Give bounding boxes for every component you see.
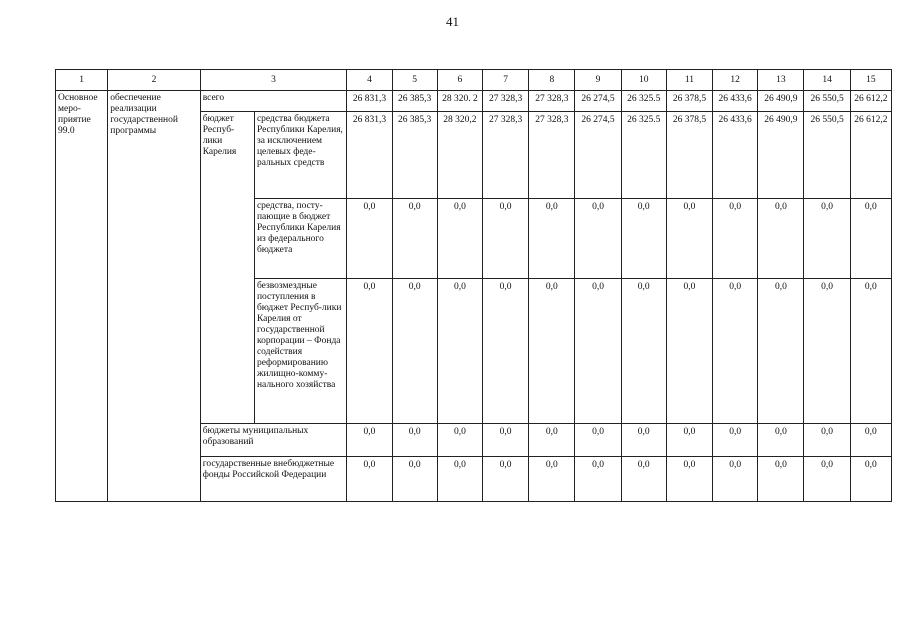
value-cell: 27 328,3 — [529, 91, 575, 112]
value-cell: 26 433,6 — [713, 112, 758, 199]
value-cell: 0,0 — [392, 279, 437, 424]
value-cell: 0,0 — [529, 199, 575, 279]
value-cell: 0,0 — [804, 457, 850, 502]
value-cell: 0,0 — [347, 199, 392, 279]
value-cell: 0,0 — [621, 457, 666, 502]
column-header: 10 — [621, 70, 666, 91]
value-cell: 27 328,3 — [482, 91, 528, 112]
column-header: 4 — [347, 70, 392, 91]
value-cell: 0,0 — [392, 457, 437, 502]
value-cell: 0,0 — [758, 279, 804, 424]
value-cell: 0,0 — [482, 279, 528, 424]
value-cell: 26 274,5 — [575, 112, 621, 199]
source-label: средства бюджета Республики Карелия, за исключением целевых феде-ральных средств — [254, 112, 346, 199]
value-cell: 0,0 — [529, 279, 575, 424]
value-cell: 0,0 — [621, 424, 666, 457]
value-cell: 26 385,3 — [392, 91, 437, 112]
column-header: 6 — [437, 70, 482, 91]
value-cell: 26 831,3 — [347, 91, 392, 112]
column-header: 7 — [482, 70, 528, 91]
column-header: 9 — [575, 70, 621, 91]
value-cell: 0,0 — [575, 457, 621, 502]
value-cell: 0,0 — [529, 424, 575, 457]
source-label: безвозмездные поступления в бюджет Респуб-лики Карелия от государственной корпорации – Фонда содействия реформированию жилищно-комму-нального хозяйства — [254, 279, 346, 424]
value-cell: 0,0 — [575, 199, 621, 279]
value-cell: 0,0 — [758, 424, 804, 457]
event-label: Основное меро-приятие 99.0 — [56, 91, 108, 502]
value-cell: 0,0 — [482, 457, 528, 502]
value-cell: 26 550,5 — [804, 112, 850, 199]
source-label: всего — [200, 91, 347, 112]
value-cell: 26 612,2 — [850, 112, 891, 199]
value-cell: 0,0 — [850, 424, 891, 457]
value-cell: 0,0 — [758, 457, 804, 502]
value-cell: 0,0 — [713, 457, 758, 502]
value-cell: 27 328,3 — [529, 112, 575, 199]
value-cell: 0,0 — [666, 279, 712, 424]
column-header: 2 — [108, 70, 200, 91]
value-cell: 0,0 — [713, 279, 758, 424]
column-header: 1 — [56, 70, 108, 91]
value-cell: 0,0 — [392, 424, 437, 457]
value-cell: 0,0 — [850, 199, 891, 279]
source-label: бюджеты муниципальных образований — [200, 424, 347, 457]
page-number: 41 — [446, 14, 459, 29]
value-cell: 0,0 — [666, 457, 712, 502]
column-header: 3 — [200, 70, 347, 91]
value-cell: 0,0 — [850, 457, 891, 502]
value-cell: 26 612,2 — [850, 91, 891, 112]
value-cell: 0,0 — [758, 199, 804, 279]
value-cell: 0,0 — [482, 199, 528, 279]
value-cell: 28 320. 2 — [437, 91, 482, 112]
value-cell: 0,0 — [482, 424, 528, 457]
value-cell: 0,0 — [621, 199, 666, 279]
value-cell: 26 325.5 — [621, 91, 666, 112]
value-cell: 26 385,3 — [392, 112, 437, 199]
value-cell: 0,0 — [666, 199, 712, 279]
value-cell: 26 274,5 — [575, 91, 621, 112]
value-cell: 0,0 — [347, 457, 392, 502]
value-cell: 26 831,3 — [347, 112, 392, 199]
value-cell: 26 490,9 — [758, 91, 804, 112]
value-cell: 0,0 — [804, 424, 850, 457]
value-cell: 0,0 — [575, 279, 621, 424]
value-cell: 0,0 — [666, 424, 712, 457]
value-cell: 0,0 — [804, 279, 850, 424]
column-header: 13 — [758, 70, 804, 91]
table-row-total — [56, 91, 892, 112]
value-cell: 26 550,5 — [804, 91, 850, 112]
budget-table — [55, 69, 892, 502]
column-header: 14 — [804, 70, 850, 91]
value-cell: 0,0 — [804, 199, 850, 279]
value-cell: 0,0 — [850, 279, 891, 424]
value-cell: 0,0 — [347, 279, 392, 424]
value-cell: 26 378,5 — [666, 112, 712, 199]
value-cell: 0,0 — [437, 199, 482, 279]
column-header: 8 — [529, 70, 575, 91]
column-header: 15 — [850, 70, 891, 91]
source-label: средства, посту-пающие в бюджет Республики Карелия из федерального бюджета — [254, 199, 346, 279]
value-cell: 0,0 — [575, 424, 621, 457]
value-cell: 28 320,2 — [437, 112, 482, 199]
value-cell: 0,0 — [437, 279, 482, 424]
value-cell: 0,0 — [437, 457, 482, 502]
column-header: 12 — [713, 70, 758, 91]
event-purpose: обеспечение реализации государственной программы — [108, 91, 200, 502]
value-cell: 0,0 — [347, 424, 392, 457]
value-cell: 26 433,6 — [713, 91, 758, 112]
value-cell: 26 378,5 — [666, 91, 712, 112]
value-cell: 0,0 — [437, 424, 482, 457]
value-cell: 27 328,3 — [482, 112, 528, 199]
regional-budget-label: бюджет Респуб-лики Карелия — [200, 112, 254, 424]
column-header: 5 — [392, 70, 437, 91]
value-cell: 0,0 — [392, 199, 437, 279]
header-row — [56, 70, 892, 91]
value-cell: 26 490,9 — [758, 112, 804, 199]
value-cell: 0,0 — [529, 457, 575, 502]
value-cell: 0,0 — [713, 424, 758, 457]
source-label: государственные внебюджетные фонды Российской Федерации — [200, 457, 347, 502]
value-cell: 26 325.5 — [621, 112, 666, 199]
value-cell: 0,0 — [621, 279, 666, 424]
column-header: 11 — [666, 70, 712, 91]
value-cell: 0,0 — [713, 199, 758, 279]
